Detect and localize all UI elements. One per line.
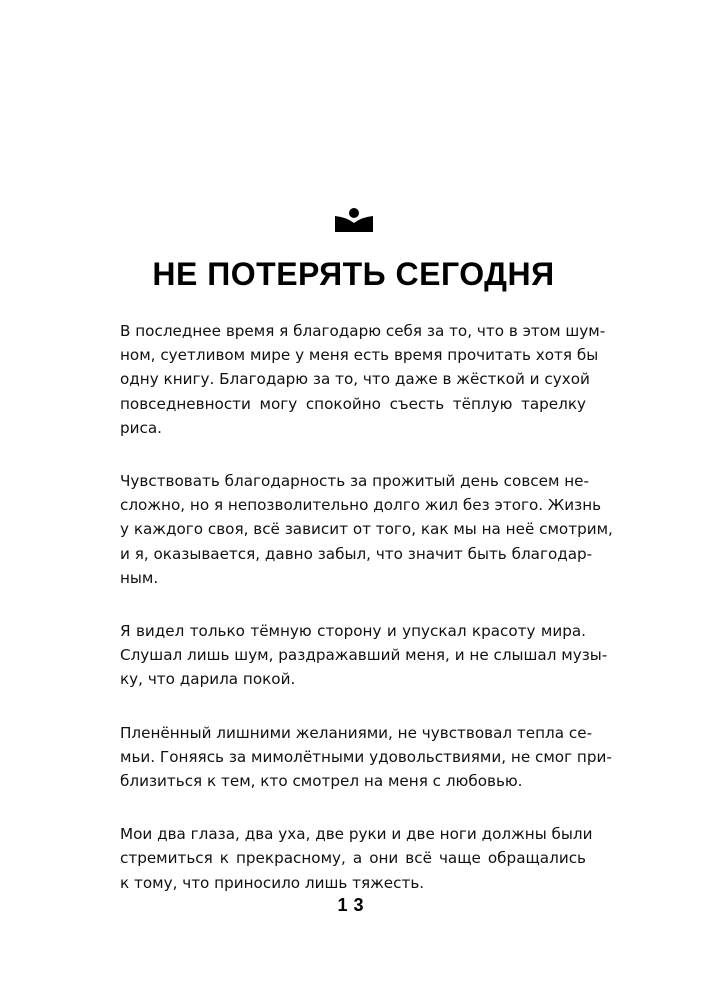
- book-reader-icon: [335, 208, 373, 232]
- page-number: 13: [337, 895, 370, 915]
- text-line: Мои два глаза, два уха, две руки и две ноги должны были: [120, 825, 593, 844]
- text-line: одну книгу. Благодарю за то, что даже в жёсткой и сухой: [120, 370, 590, 389]
- text-line: мьи. Гоняясь за мимолётными удовольствиями, не смог при-: [120, 747, 612, 766]
- text-line: риса.: [120, 418, 162, 437]
- text-line: повседневности могу спокойно съесть тёплую тарелку: [120, 394, 586, 413]
- paragraph: [120, 822, 593, 895]
- text-line: ном, суетливом мире у меня есть время прочитать хотя бы: [120, 346, 599, 365]
- paragraph: [120, 319, 606, 440]
- body-text: [120, 319, 613, 924]
- text-line: Слушал лишь шум, раздражавший меня, и не слышал музы-: [120, 646, 608, 665]
- text-line: близиться к тем, кто смотрел на меня с любовью.: [120, 772, 523, 791]
- text-line: у каждого своя, всё зависит от того, как мы на неё смотрим,: [120, 520, 613, 539]
- chapter-title: НЕ ПОТЕРЯТЬ СЕГОДНЯ: [152, 256, 555, 292]
- text-line: Пленённый лишними желаниями, не чувствовал тепла се-: [120, 723, 593, 742]
- text-line: и я, оказывается, давно забыл, что значит быть благодар-: [120, 544, 593, 563]
- text-line: к тому, что приносило лишь тяжесть.: [120, 873, 425, 892]
- text-line: ным.: [120, 568, 159, 587]
- text-line: Я видел только тёмную сторону и упускал красоту мира.: [120, 622, 586, 641]
- paragraph: [120, 619, 608, 692]
- text-line: сложно, но я непозволительно долго жил без этого. Жизнь: [120, 496, 602, 515]
- paragraph: [120, 721, 612, 794]
- text-line: Чувствовать благодарность за прожитый день совсем не-: [120, 472, 590, 491]
- paragraph: [120, 469, 613, 590]
- text-line: ку, что дарила покой.: [120, 670, 296, 689]
- text-line: стремиться к прекрасному, а они всё чаще обращались: [120, 849, 586, 868]
- text-line: В последнее время я благодарю себя за то, что в этом шум-: [120, 322, 606, 340]
